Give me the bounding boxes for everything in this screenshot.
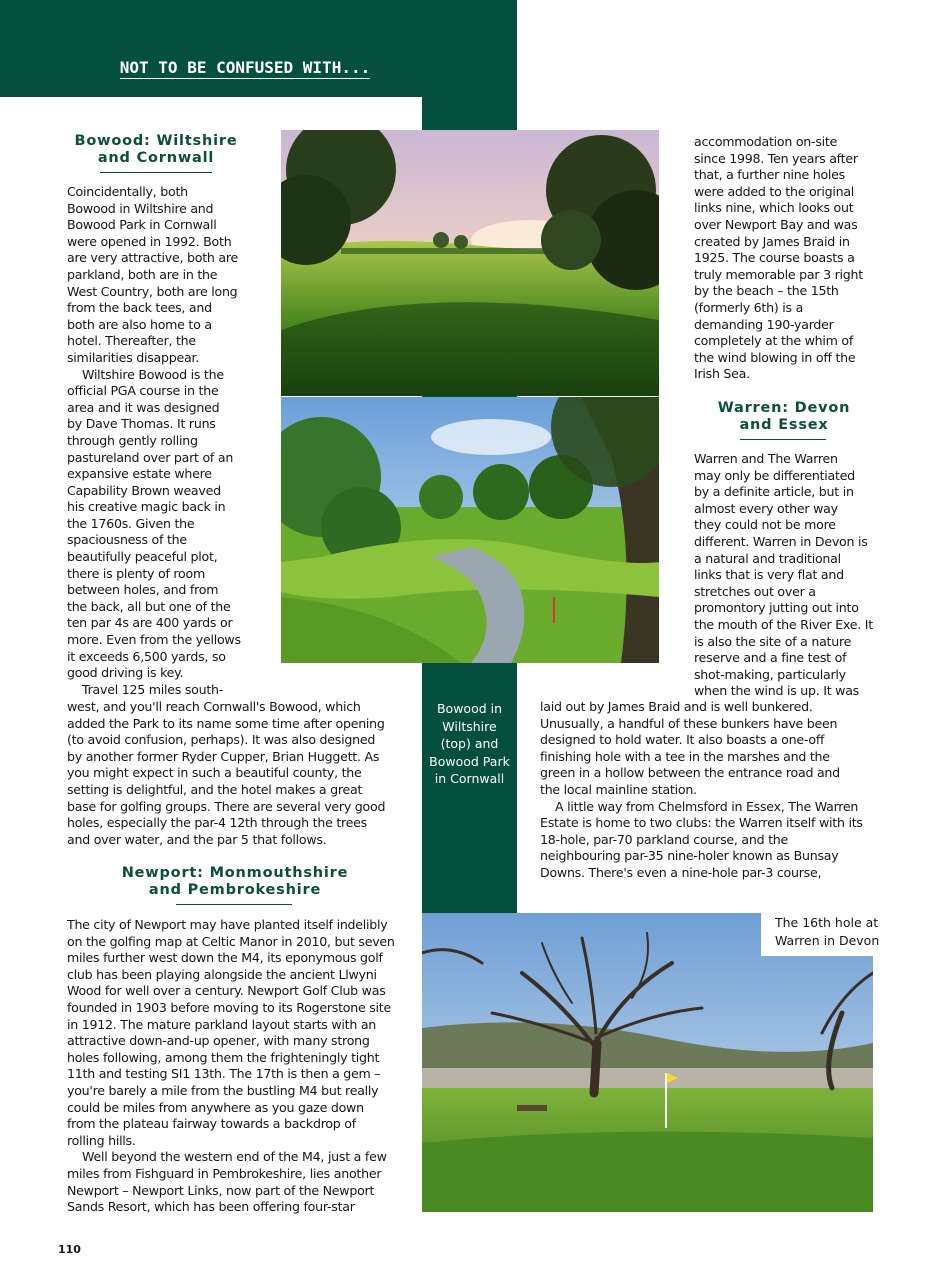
newport-text-continued: accommodation on-site since 1998. Ten years after that, a further nine holes were added to the original links nine, which looks out over Newport Bay and was created by James Braid in 1925. The course boasts a truly memorable par 3 right by the beach – the 15th (formerly 6th) is a demanding 190-yarder completely at the whim of the wind blowing in off the Irish Sea.: [694, 134, 863, 382]
bowood-heading: Bowood: Wiltshire and Cornwall: [74, 133, 238, 166]
warren-photo-caption: The 16th hole at Warren in Devon: [761, 913, 873, 956]
page-number: 110: [58, 1243, 81, 1256]
bowood-heading-rule: [100, 172, 212, 173]
newport-text: The city of Newport may have planted itself indelibly on the golfing map at Celtic Manor in 2010, but seven miles further west down the M4, its eponymous golf club has been playing alongside the ancient Llwyni Wood for well over a century. Newport Golf Club was founded in 1903 before moving to its Rogerstone site in 1912. The mature parkland layout starts with an attractive down-and-up opener, with many strong holes following, among them the frighteningly tight 11th and testing SI1 13th. The 17th is then a gem – you're barely a mile from the bustling M4 but really could be miles from anywhere as you gaze down from the plateau fairway towards a backdrop of rolling hills. Well beyond the western end of the M4, just a few miles from Fishguard in Pembrokeshire, lies another Newport – Newport Links, now part of the Newport Sands Resort, which has been offering four-star: [67, 917, 395, 1215]
bowood-text-wide: west, and you'll reach Cornwall's Bowood, which added the Park to its name some time after opening (to avoid confusion, perhaps). It was also designed by another former Ryder Cupper, Brian Huggett. As you might expect in such a beautiful county, the setting is delightful, and the hotel makes a great base for golfing groups. There are several very good holes, especially the par-4 12th through the trees and over water, and the par 5 that follows.: [67, 699, 386, 847]
bowood-text-column: Coincidentally, both Bowood in Wiltshire and Bowood Park in Cornwall were opened in 1992. Both are very attractive, both are parkland, both are in the West Country, both are long from the back tees, and both are also home to a hotel. Thereafter, the similarities disappear. Wiltshire Bowood is the official PGA course in the area and it was designed by Dave Thomas. It runs through gently rolling pastureland over part of an expansive estate where Capability Brown weaved his creative magic back in the 1760s. Given the spaciousness of the beautifully peaceful plot, there is plenty of room between holes, and from the back, all but one of the ten par 4s are 400 yards or more. Even from the yellows it exceeds 6,500 yards, so good driving is key. Travel 125 miles south-: [67, 184, 241, 697]
bowood-park-photo: [281, 397, 659, 663]
warren-heading: Warren: Devon and Essex: [717, 400, 851, 433]
warren-text-wide: laid out by James Braid and is well bunkered. Unusually, a handful of these bunkers have been designed to hold water. It also boasts a one-off finishing hole with a tee in the marshes and the green in a hollow between the entrance road and the local mainline station. A little way from Chelmsford in Essex, The Warren Estate is home to two clubs: the Warren itself with its 18-hole, par-70 parkland course, and the neighbouring par-35 nine-holer known as Bunsay Downs. There's even a nine-hole par-3 course,: [540, 699, 863, 880]
header-band: [0, 0, 517, 97]
warren-heading-rule: [740, 439, 826, 440]
warren-text-column: Warren and The Warren may only be differentiated by a definite article, but in almost every other way they could not be more different. Warren in Devon is a natural and traditional links that is very flat and stretches out over a promontory jutting out into the mouth of the River Exe. It is also the site of a nature reserve and a fine test of shot-making, particularly when the wind is up. It was: [694, 451, 873, 699]
newport-heading: Newport: Monmouthshire and Pembrokeshire: [121, 865, 349, 898]
bowood-wiltshire-photo: [281, 130, 659, 396]
section-title: NOT TO BE CONFUSED WITH...: [119, 58, 371, 77]
newport-heading-rule: [176, 904, 292, 905]
warren-devon-photo: [422, 913, 873, 1212]
bowood-photos-caption: Bowood in Wiltshire (top) and Bowood Park in Cornwall: [429, 701, 510, 786]
